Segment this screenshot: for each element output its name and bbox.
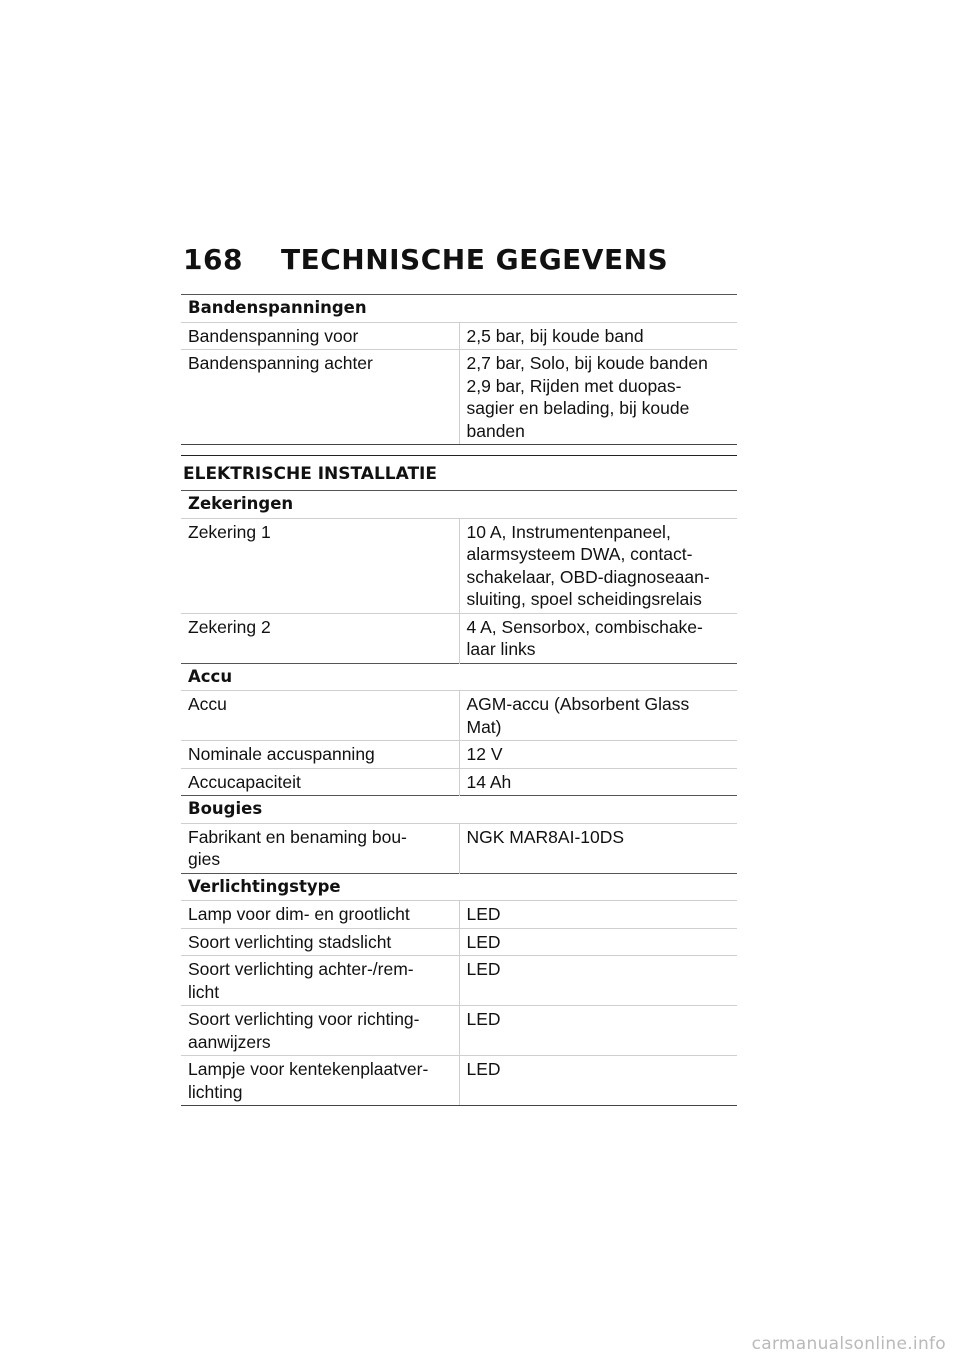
electrical-section	[181, 455, 737, 1106]
value-line: 14 Ah	[466, 771, 512, 792]
value-line: LED	[466, 931, 501, 952]
value-line: banden	[466, 420, 525, 441]
table-row	[181, 691, 737, 741]
electrical-table	[181, 490, 737, 1106]
label-line: Fabrikant en benaming bou-	[188, 826, 407, 847]
label-line: licht	[188, 981, 220, 1002]
table-heading: Accu	[181, 663, 737, 691]
tyre-pressure-block	[181, 294, 737, 445]
spec-value	[459, 741, 737, 769]
value-line: 10 A, Instrumentenpaneel,	[466, 521, 671, 542]
spec-label	[181, 1006, 459, 1056]
section-title: ELEKTRISCHE INSTALLATIE	[181, 455, 737, 490]
spec-label: Zekering 1	[181, 518, 459, 613]
table-row	[181, 768, 737, 796]
table-row	[181, 928, 737, 956]
value-line: LED	[466, 959, 501, 979]
page-header	[183, 243, 743, 276]
spec-label: Zekering 2	[181, 613, 459, 663]
table-row	[181, 1006, 737, 1056]
value-line: schakelaar, OBD-diagnoseaan-	[466, 566, 710, 587]
table-heading: Bougies	[181, 796, 737, 824]
table-row	[181, 1056, 737, 1106]
spec-value	[459, 691, 737, 741]
table-heading-row	[181, 663, 737, 691]
value-line: 4 A, Sensorbox, combischake-	[466, 616, 703, 637]
spec-value	[459, 518, 737, 613]
value-line: sagier en belading, bij koude	[466, 398, 690, 418]
value-line: AGM-accu (Absorbent Glass	[466, 694, 690, 714]
spec-value	[459, 350, 737, 445]
spec-value	[459, 956, 737, 1006]
spec-value	[459, 823, 737, 873]
spec-value	[459, 1056, 737, 1106]
spec-label: Bandenspanning achter	[181, 350, 459, 445]
table-row	[181, 956, 737, 1006]
spec-value	[459, 322, 737, 350]
table-heading-row	[181, 873, 737, 901]
spec-label	[181, 1056, 459, 1106]
spec-label	[181, 928, 459, 956]
spec-value	[459, 901, 737, 929]
spec-label: Nominale accuspanning	[181, 741, 459, 769]
value-line: laar links	[466, 639, 536, 659]
page-title: TECHNISCHE GEGEVENS	[281, 243, 669, 276]
spec-label	[181, 823, 459, 873]
value-line: 2,5 bar, bij koude band	[466, 325, 644, 346]
table-row	[181, 350, 737, 445]
value-line: NGK MAR8AI-10DS	[466, 826, 625, 847]
table-row	[181, 518, 737, 613]
watermark: carmanualsonline.info	[751, 1334, 946, 1354]
value-line: LED	[466, 1009, 501, 1029]
table-row	[181, 322, 737, 350]
table-heading-row	[181, 796, 737, 824]
spec-label: Accu	[181, 691, 459, 741]
table-row	[181, 823, 737, 873]
table-heading: Bandenspanningen	[181, 295, 737, 323]
label-line: Soort verlichting voor richting-	[188, 1009, 420, 1029]
spec-label: Bandenspanning voor	[181, 322, 459, 350]
table-heading: Verlichtingstype	[181, 873, 737, 901]
label-line: aanwijzers	[188, 1031, 271, 1052]
value-line: sluiting, spoel scheidingsrelais	[466, 589, 702, 609]
spec-value	[459, 768, 737, 796]
table-heading-row	[181, 295, 737, 323]
spec-label	[181, 901, 459, 929]
table-row	[181, 741, 737, 769]
spec-value	[459, 613, 737, 663]
table-heading: Zekeringen	[181, 491, 737, 519]
table-row	[181, 901, 737, 929]
value-line: 2,9 bar, Rijden met duopas-	[466, 375, 682, 396]
value-line: LED	[466, 1059, 501, 1079]
value-line: Mat)	[466, 716, 502, 737]
label-line: Lamp voor dim- en grootlicht	[188, 904, 410, 924]
spec-value	[459, 928, 737, 956]
label-line: gies	[188, 849, 221, 869]
label-line: lichting	[188, 1081, 243, 1102]
spec-label	[181, 956, 459, 1006]
table-heading-row	[181, 491, 737, 519]
table-row	[181, 613, 737, 663]
value-line: alarmsysteem DWA, contact-	[466, 544, 693, 564]
value-line: 12 V	[466, 744, 503, 764]
page-number: 168	[183, 243, 243, 276]
label-line: Lampje voor kentekenplaatver-	[188, 1059, 429, 1079]
spec-value	[459, 1006, 737, 1056]
value-line: 2,7 bar, Solo, bij koude banden	[466, 353, 708, 373]
spec-label: Accucapaciteit	[181, 768, 459, 796]
label-line: Soort verlichting achter-/rem-	[188, 959, 414, 979]
value-line: LED	[466, 904, 501, 924]
label-line: Soort verlichting stadslicht	[188, 931, 392, 952]
tyre-pressure-table	[181, 294, 737, 445]
